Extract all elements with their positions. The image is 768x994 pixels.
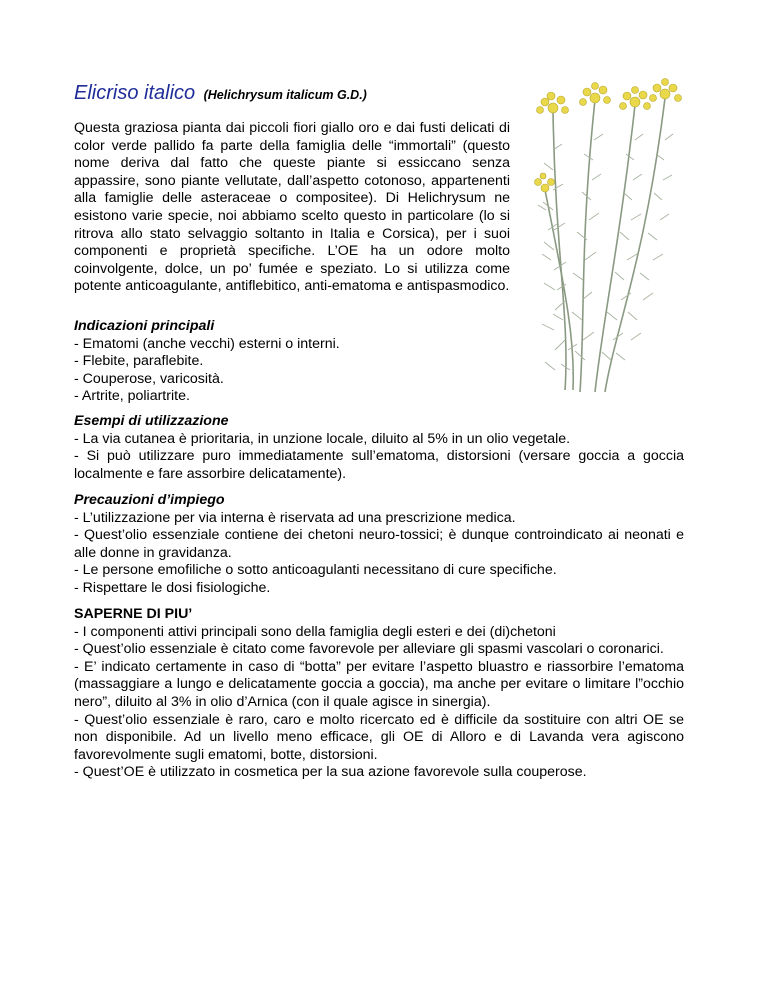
section-heading: Precauzioni d’impiego bbox=[74, 492, 225, 508]
list-item: - E’ indicato certamente in caso di “botta” per evitare l’aspetto bluastro e riassorbire l’ematoma (massaggiare a lungo e delicatamente goccia a goccia), ma anche per evitare o limitare l”occhio nero”, diluito al 3% in olio d’Arnica (con il quale agisce in sinergia). bbox=[74, 658, 684, 710]
list-item: - Rispettare le dosi fisiologiche. bbox=[74, 579, 271, 596]
list-item: - Quest’OE è utilizzato in cosmetica per la sua azione favorevole sulla couperose. bbox=[74, 764, 587, 781]
list-item: - La via cutanea è prioritaria, in unzione locale, diluito al 5% in un olio vegetale. bbox=[74, 430, 571, 447]
list-item: - Quest’olio essenziale è citato come favorevole per alleviare gli spasmi vascolari o coronarici. bbox=[74, 641, 664, 658]
section-heading: SAPERNE DI PIU’ bbox=[74, 606, 193, 622]
list-item: - Quest’olio essenziale contiene dei chetoni neuro-tossici; è dunque controindicato ai neonati e alle donne in gravidanza. bbox=[74, 527, 684, 561]
more-info-list bbox=[74, 624, 684, 782]
indications-list bbox=[74, 336, 684, 406]
section-indicazioni bbox=[74, 318, 684, 406]
list-item: - Si può utilizzare puro immediatamente sull’ematoma, distorsioni (versare goccia a goccia localmente e fare assorbire delicatamente). bbox=[74, 448, 684, 482]
usage-list bbox=[74, 431, 684, 484]
list-item: - Artrite, poliartrite. bbox=[74, 388, 190, 405]
section-heading: Esempi di utilizzazione bbox=[74, 413, 229, 429]
section-heading: Indicazioni principali bbox=[74, 318, 215, 334]
precautions-list bbox=[74, 510, 684, 598]
list-item: - Le persone emofiliche o sotto anticoagulanti necessitano di cure specifiche. bbox=[74, 562, 557, 579]
list-item: - Ematomi (anche vecchi) esterni o interni. bbox=[74, 335, 340, 352]
section-saperne bbox=[74, 606, 684, 782]
list-item: - Quest’olio essenziale è raro, caro e molto ricercato ed è difficile da sostituire con altri OE se non disponibile. Ad un livello meno efficace, gli OE di Alloro e di Lavanda vera agiscono favorevolmente sugli ematomi, botte, distorsioni. bbox=[74, 711, 684, 763]
page-title-line bbox=[74, 82, 367, 105]
list-item: - Couperose, varicosità. bbox=[74, 370, 224, 387]
scientific-name: (Helichrysum italicum G.D.) bbox=[203, 88, 367, 102]
list-item: - Flebite, paraflebite. bbox=[74, 353, 204, 370]
page-title: Elicriso italico bbox=[74, 82, 196, 104]
section-precauzioni bbox=[74, 492, 684, 598]
intro-paragraph: Questa graziosa pianta dai piccoli fiori giallo oro e dai fusti delicati di color verde pallido fa parte della famiglia delle “immortali” (questo nome deriva dal fatto che queste piante si essiccano senza appassire, sono piante vellutate, dall’aspetto cotonoso, appartenenti alla famiglie delle asteraceae o compositee). Di Helichrysum ne esistono varie specie, noi abbiamo scelto questo in particolare (lo si ritrova allo stato selvaggio soltanto in Italia e Corsica), per i suoi componenti e proprietà specifiche. L’OE ha un odore molto coinvolgente, dolce, un po’ fumée e speziato. Lo si utilizza come potente anticoagulante, antiflebitico, anti-ematoma e antispasmodico. bbox=[74, 120, 510, 295]
section-esempi bbox=[74, 413, 684, 483]
list-item: - I componenti attivi principali sono della famiglia degli esteri e dei (di)chetoni bbox=[74, 623, 556, 640]
list-item: - L’utilizzazione per via interna è riservata ad una prescrizione medica. bbox=[74, 509, 516, 526]
